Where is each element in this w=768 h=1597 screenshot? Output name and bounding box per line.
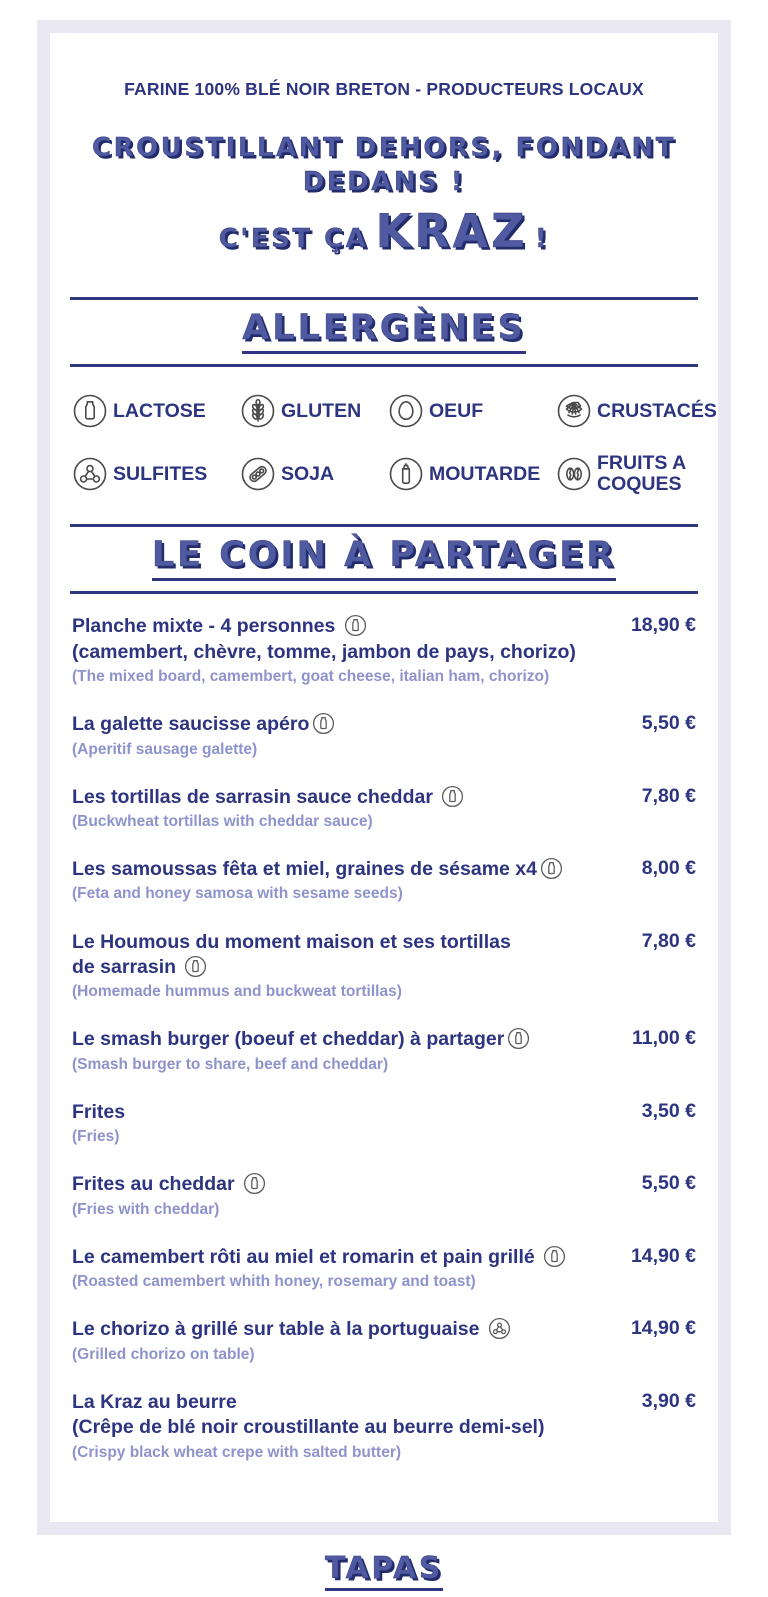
slogan-line2-suffix: ! — [534, 223, 550, 254]
item-price: 3,90 € — [641, 1389, 696, 1412]
slogan-line1: CROUSTILLANT DEHORS, FONDANT DEDANS ! — [92, 133, 676, 197]
item-name-text: Frites au cheddar — [72, 1173, 235, 1196]
item-name — [72, 614, 576, 665]
item-text — [72, 1172, 266, 1219]
mustard-bottle-icon — [388, 456, 424, 492]
item-name-text: Le Houmous du moment maison et ses tortillas — [72, 930, 511, 953]
sharing-section-title: LE COIN À PARTAGER — [152, 535, 616, 581]
milk-bottle-icon — [540, 857, 563, 880]
item-name-text: Le smash burger (boeuf et cheddar) à partager — [72, 1028, 505, 1051]
menu-item — [72, 712, 696, 759]
item-text — [72, 1027, 530, 1074]
menu-item-list — [72, 614, 696, 1462]
allergen-legend — [72, 393, 717, 495]
tapas-title: TAPAS — [325, 1551, 443, 1591]
item-translation: (Buckwheat tortillas with cheddar sauce) — [72, 812, 373, 830]
item-name — [72, 1390, 544, 1441]
milk-bottle-icon — [441, 785, 464, 808]
allergen-label: SOJA — [281, 462, 335, 485]
item-translation: (Fries with cheddar) — [72, 1200, 220, 1218]
allergen-label: GLUTEN — [281, 400, 362, 423]
item-translation: (Crispy black wheat crepe with salted butter) — [72, 1443, 402, 1461]
allergen-label: MOUTARDE — [429, 462, 541, 485]
shell-icon — [556, 393, 592, 429]
allergen-label: LACTOSE — [113, 400, 206, 423]
sulfites-molecule-icon — [488, 1317, 511, 1340]
item-name — [72, 857, 563, 882]
item-price: 8,00 € — [641, 857, 696, 880]
item-translation: (Feta and honey samosa with sesame seeds) — [72, 885, 403, 903]
egg-icon — [388, 393, 424, 429]
item-text — [72, 785, 464, 832]
menu-item — [72, 785, 696, 832]
item-price: 5,50 € — [641, 1172, 696, 1195]
item-price: 3,50 € — [641, 1099, 696, 1122]
slogan-line2-prefix: C'EST ÇA — [218, 223, 369, 254]
allergen-sulfites — [72, 456, 240, 492]
item-name — [72, 1245, 566, 1270]
divider — [70, 364, 698, 367]
item-name-text: Le chorizo à grillé sur table à la portuguaise — [72, 1318, 480, 1341]
menu-item — [72, 1390, 696, 1463]
item-price: 14,90 € — [630, 1244, 696, 1267]
item-text — [72, 1245, 566, 1292]
menu-card — [37, 20, 731, 1535]
item-price: 18,90 € — [630, 614, 696, 637]
menu-item — [72, 1317, 696, 1364]
allergen-fruits-a-coques — [556, 453, 717, 494]
item-text — [72, 1317, 511, 1364]
item-translation: (Grilled chorizo on table) — [72, 1345, 255, 1363]
item-name — [72, 712, 335, 737]
menu-item — [72, 1027, 696, 1074]
flour-tagline: FARINE 100% BLÉ NOIR BRETON - PRODUCTEURS LOCAUX — [124, 79, 644, 99]
item-text — [72, 930, 511, 1003]
allergen-soja — [240, 456, 388, 492]
item-price: 7,80 € — [641, 929, 696, 952]
item-price: 7,80 € — [641, 784, 696, 807]
item-name-text: Le camembert rôti au miel et romarin et pain grillé — [72, 1245, 535, 1268]
brand-name: KRAZ — [375, 203, 528, 258]
menu-item — [72, 930, 696, 1003]
item-text — [72, 857, 563, 904]
item-name — [72, 1172, 266, 1197]
milk-bottle-icon — [184, 955, 207, 978]
milk-bottle-icon — [507, 1027, 530, 1050]
item-detail-text: (camembert, chèvre, tomme, jambon de pays, chorizo) — [72, 640, 576, 663]
sharing-section-header — [68, 527, 700, 591]
allergen-lactose — [72, 393, 240, 429]
allergens-header — [68, 300, 700, 364]
item-translation: (The mixed board, camembert, goat cheese, italian ham, chorizo) — [72, 668, 550, 686]
item-name-text: Les tortillas de sarrasin sauce cheddar — [72, 785, 433, 808]
milk-bottle-icon — [543, 1245, 566, 1268]
item-name-text: La galette saucisse apéro — [72, 713, 310, 736]
item-name — [72, 1027, 530, 1052]
item-name: Frites — [72, 1100, 126, 1123]
item-detail-text: de sarrasin — [72, 955, 177, 978]
menu-item — [72, 614, 696, 687]
tapas-section-header — [0, 1551, 768, 1597]
slogan-line2 — [68, 202, 700, 262]
menu-item — [72, 1172, 696, 1219]
item-text — [72, 614, 576, 687]
item-name-text: La Kraz au beurre — [72, 1390, 237, 1413]
allergen-moutarde — [388, 456, 556, 492]
allergen-crustaces — [556, 393, 717, 429]
divider — [70, 591, 698, 594]
allergen-oeuf — [388, 393, 556, 429]
allergen-label: SULFITES — [113, 462, 208, 485]
item-name — [72, 1317, 511, 1342]
item-price: 5,50 € — [641, 712, 696, 735]
soy-pod-icon — [240, 456, 276, 492]
item-translation: (Smash burger to share, beef and cheddar) — [72, 1055, 389, 1073]
item-text — [72, 1390, 544, 1463]
milk-bottle-icon — [344, 614, 367, 637]
milk-bottle-icon — [243, 1172, 266, 1195]
milk-bottle-icon — [72, 393, 108, 429]
item-name-text: Planche mixte - 4 personnes — [72, 615, 336, 638]
milk-bottle-icon — [312, 712, 335, 735]
item-price: 14,90 € — [630, 1317, 696, 1340]
allergen-label: FRUITS A COQUES — [597, 452, 686, 495]
walnut-icon — [556, 456, 592, 492]
item-translation: (Roasted camembert whith honey, rosemary and toast) — [72, 1273, 476, 1291]
item-name-text: Les samoussas fêta et miel, graines de sésame x4 — [72, 858, 538, 881]
menu-item — [72, 857, 696, 904]
item-translation: (Aperitif sausage galette) — [72, 740, 258, 758]
item-translation: (Fries) — [72, 1128, 120, 1146]
item-detail-text: (Crêpe de blé noir croustillante au beurre demi-sel) — [72, 1416, 545, 1439]
allergen-gluten — [240, 393, 388, 429]
item-name — [72, 785, 464, 810]
item-translation: (Homemade hummus and buckweat tortillas) — [72, 983, 402, 1001]
item-price: 11,00 € — [632, 1027, 696, 1050]
item-name — [72, 930, 511, 981]
item-text — [72, 712, 335, 759]
allergens-title: ALLERGÈNES — [242, 308, 526, 354]
allergen-label: CRUSTACÉS — [597, 400, 717, 423]
menu-item — [72, 1245, 696, 1292]
wheat-icon — [240, 393, 276, 429]
slogan — [68, 132, 700, 261]
allergen-label: OEUF — [429, 400, 484, 423]
menu-card-content — [50, 33, 718, 1522]
item-text — [72, 1100, 125, 1147]
sulfites-molecule-icon — [72, 456, 108, 492]
menu-item — [72, 1100, 696, 1147]
